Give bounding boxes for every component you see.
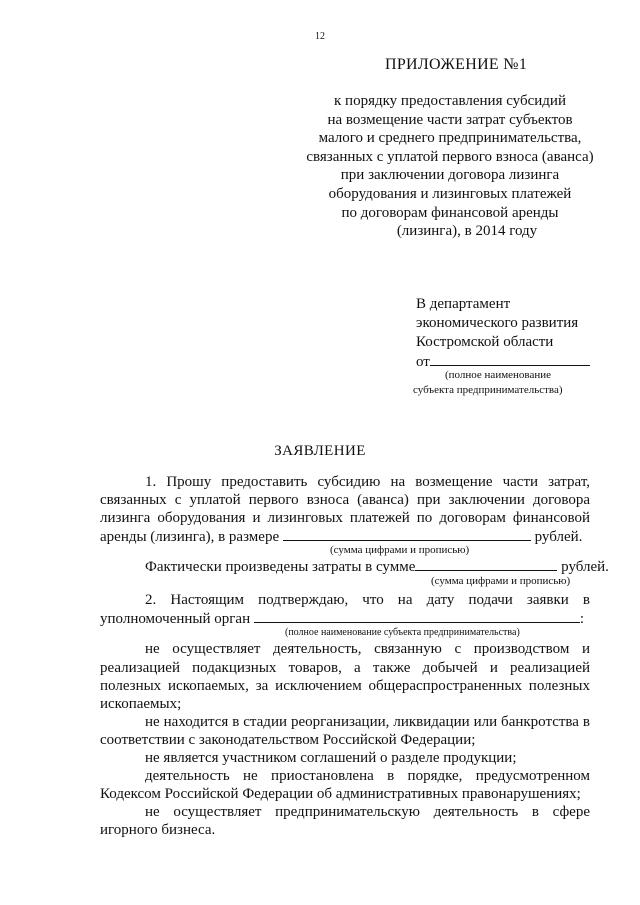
sender-name-field[interactable] — [430, 353, 590, 366]
paragraph-text: : — [579, 611, 585, 627]
field-hint: (сумма цифрами и прописью) — [431, 575, 571, 587]
paragraph-line: лизинга оборудования и лизинговых платежей по договорам финансовой — [100, 510, 590, 526]
addressee-line: экономического развития — [416, 315, 579, 331]
appendix-line: малого и среднего предпринимательства, — [318, 130, 582, 147]
condition-line: деятельность не приостановлена в порядке, предусмотренном — [145, 768, 590, 784]
sender-hint: субъекта предпринимательства) — [413, 384, 563, 396]
condition-line: ископаемых; — [100, 696, 182, 712]
page-number: 12 — [315, 31, 325, 42]
appendix-line: оборудования и лизинговых платежей — [328, 185, 572, 202]
condition-line: реализацией подакцизных товаров, а также добычей и реализацией — [100, 660, 590, 676]
appendix-line: (лизинга), в 2014 году — [396, 223, 538, 240]
condition-line: Кодексом Российской Федерации об административных правонарушениях; — [100, 786, 581, 802]
condition-line: полезных ископаемых, за исключением общераспространенных полезных — [100, 678, 590, 694]
field-hint: (полное наименование субъекта предпринимательства) — [285, 627, 520, 638]
paragraph-text: уполномоченный орган — [100, 611, 251, 627]
condition-line: не осуществляет предпринимательскую деятельность в сфере — [145, 804, 590, 820]
authority-row — [100, 610, 590, 628]
subsidy-amount-field[interactable] — [283, 528, 531, 541]
from-label: от — [416, 354, 430, 370]
appendix-line: при заключении договора лизинга — [340, 167, 560, 184]
appendix-subtitle — [290, 92, 610, 241]
addressee-line: В департамент — [416, 296, 511, 312]
paragraph-text: аренды (лизинга), в размере — [100, 529, 280, 545]
statement-heading: ЗАЯВЛЕНИЕ — [274, 443, 366, 459]
condition-line: не находится в стадии реорганизации, ликвидации или банкротства в — [145, 714, 590, 730]
paragraph-text: Фактически произведены затраты в сумме — [145, 559, 416, 575]
appendix-line: связанных с уплатой первого взноса (аванса) — [306, 148, 594, 165]
appendix-line: на возмещение части затрат субъектов — [327, 111, 573, 128]
paragraph-line: 2. Настоящим подтверждаю, что на дату подачи заявки в — [145, 592, 590, 608]
appendix-line: к порядку предоставления субсидий — [334, 93, 566, 109]
field-hint: (сумма цифрами и прописью) — [330, 544, 470, 556]
condition-line: не является участником соглашений о разделе продукции; — [145, 750, 517, 766]
appendix-line: по договорам финансовой аренды — [341, 204, 559, 221]
sender-hint: (полное наименование — [445, 369, 552, 381]
paragraph-text: рублей. — [561, 559, 609, 575]
appendix-title: ПРИЛОЖЕНИЕ №1 — [385, 56, 528, 73]
addressee-line: Костромской области — [416, 334, 554, 350]
condition-line: соответствии с законодательством Российской Федерации; — [100, 732, 476, 748]
paragraph-line: связанных с уплатой первого взноса (аванса) при заключении договора — [100, 492, 590, 508]
paragraph-line: 1. Прошу предоставить субсидию на возмещение части затрат, — [145, 474, 590, 490]
condition-line: игорного бизнеса. — [100, 822, 216, 838]
authority-field[interactable] — [254, 610, 580, 623]
actual-costs-row — [145, 558, 609, 576]
paragraph-text: рублей. — [534, 529, 583, 545]
condition-line: не осуществляет деятельность, связанную с производством и — [145, 641, 590, 657]
actual-costs-field[interactable] — [415, 558, 557, 571]
